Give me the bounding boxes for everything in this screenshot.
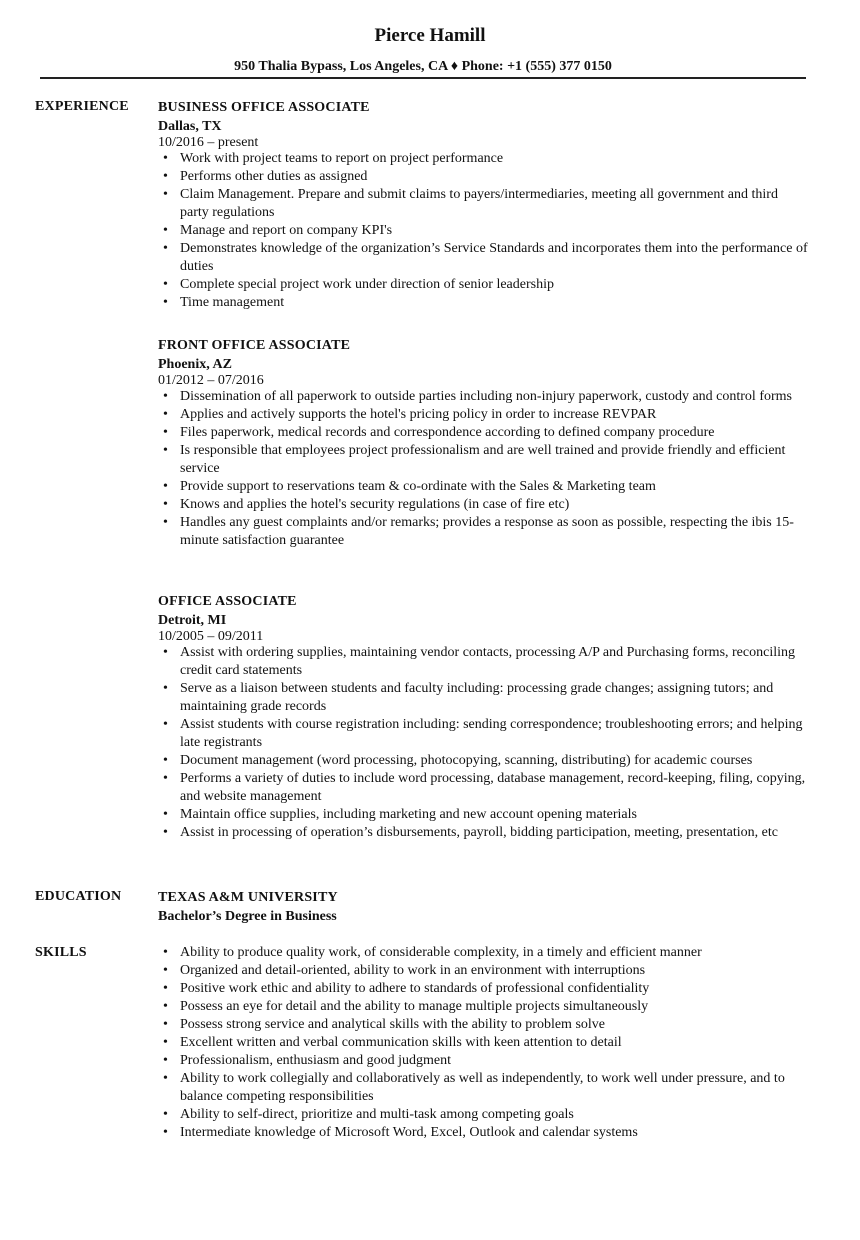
list-item: • Performs a variety of duties to include word processing, database management, record-keeping, filing, copying, and website management xyxy=(158,770,808,806)
list-item: • Possess an eye for detail and the ability to manage multiple projects simultaneously xyxy=(158,998,808,1016)
list-item: • Intermediate knowledge of Microsoft Word, Excel, Outlook and calendar systems xyxy=(158,1124,808,1142)
list-item: • Ability to work collegially and collaboratively as well as independently, to work well under pressure, and to balance competing responsibilities xyxy=(158,1070,808,1106)
job-location: Phoenix, AZ xyxy=(158,357,232,372)
list-item: • Document management (word processing, photocopying, scanning, distributing) for academic courses xyxy=(158,752,808,770)
list-item: • Ability to produce quality work, of considerable complexity, in a timely and efficient manner xyxy=(158,944,808,962)
job-dates: 10/2016 – present xyxy=(158,135,259,150)
school-name: TEXAS A&M UNIVERSITY xyxy=(158,890,338,905)
job-dates: 01/2012 – 07/2016 xyxy=(158,373,264,388)
list-item: • Organized and detail-oriented, ability to work in an environment with interruptions xyxy=(158,962,808,980)
list-item: • Positive work ethic and ability to adhere to standards of professional confidentiality xyxy=(158,980,808,998)
list-item: • Manage and report on company KPI's xyxy=(158,222,808,240)
job-duties-list xyxy=(158,644,808,842)
list-item: • Handles any guest complaints and/or remarks; provides a response as soon as possible, respecting the ibis 15-minute satisfaction guarantee xyxy=(158,514,808,550)
list-item: • Dissemination of all paperwork to outside parties including non-injury paperwork, custody and control forms xyxy=(158,388,808,406)
list-item: • Assist with ordering supplies, maintaining vendor contacts, processing A/P and Purchasing forms, reconciling credit card statements xyxy=(158,644,808,680)
list-item: • Claim Management. Prepare and submit claims to payers/intermediaries, meeting all government and third party regulations xyxy=(158,186,808,222)
candidate-name: Pierce Hamill xyxy=(374,25,486,46)
job-dates: 10/2005 – 09/2011 xyxy=(158,629,264,644)
list-item: • Is responsible that employees project professionalism and are well trained and provide friendly and efficient service xyxy=(158,442,808,478)
list-item: • Demonstrates knowledge of the organization’s Service Standards and incorporates them into the performance of duties xyxy=(158,240,808,276)
list-item: • Excellent written and verbal communication skills with keen attention to detail xyxy=(158,1034,808,1052)
header-divider xyxy=(40,77,806,79)
job-business-office-associate xyxy=(158,98,808,312)
job-front-office-associate xyxy=(158,336,808,550)
job-office-associate xyxy=(158,592,808,842)
list-item: • Possess strong service and analytical skills with the ability to problem solve xyxy=(158,1016,808,1034)
skills-heading: SKILLS xyxy=(35,945,87,960)
education-entry xyxy=(158,888,808,925)
contact-line: 950 Thalia Bypass, Los Angeles, CA ♦ Phone: +1 (555) 377 0150 xyxy=(234,59,612,74)
list-item: • Assist in processing of operation’s disbursements, payroll, bidding participation, meeting, presentation, etc xyxy=(158,824,808,842)
degree: Bachelor’s Degree in Business xyxy=(158,909,337,924)
list-item: • Provide support to reservations team & co-ordinate with the Sales & Marketing team xyxy=(158,478,808,496)
list-item: • Assist students with course registration including: sending correspondence; troubleshooting errors; and helping late registrants xyxy=(158,716,808,752)
list-item: • Complete special project work under direction of senior leadership xyxy=(158,276,808,294)
list-item: • Knows and applies the hotel's security regulations (in case of fire etc) xyxy=(158,496,808,514)
list-item: • Work with project teams to report on project performance xyxy=(158,150,808,168)
job-location: Detroit, MI xyxy=(158,613,227,628)
job-title: FRONT OFFICE ASSOCIATE xyxy=(158,338,351,353)
job-location: Dallas, TX xyxy=(158,119,222,134)
experience-heading: EXPERIENCE xyxy=(35,99,129,114)
list-item: • Performs other duties as assigned xyxy=(158,168,808,186)
list-item: • Files paperwork, medical records and correspondence according to defined company procedure xyxy=(158,424,808,442)
job-duties-list xyxy=(158,150,808,312)
list-item: • Maintain office supplies, including marketing and new account opening materials xyxy=(158,806,808,824)
list-item: • Ability to self-direct, prioritize and multi-task among competing goals xyxy=(158,1106,808,1124)
skills-list xyxy=(158,944,808,1142)
list-item: • Serve as a liaison between students and faculty including: processing grade changes; assigning tutors; and maintaining grade records xyxy=(158,680,808,716)
job-duties-list xyxy=(158,388,808,550)
skills-entry xyxy=(158,944,808,1142)
list-item: • Applies and actively supports the hotel's pricing policy in order to increase REVPAR xyxy=(158,406,808,424)
job-title: BUSINESS OFFICE ASSOCIATE xyxy=(158,100,370,115)
list-item: • Professionalism, enthusiasm and good judgment xyxy=(158,1052,808,1070)
education-heading: EDUCATION xyxy=(35,889,122,904)
list-item: • Time management xyxy=(158,294,808,312)
job-title: OFFICE ASSOCIATE xyxy=(158,594,297,609)
